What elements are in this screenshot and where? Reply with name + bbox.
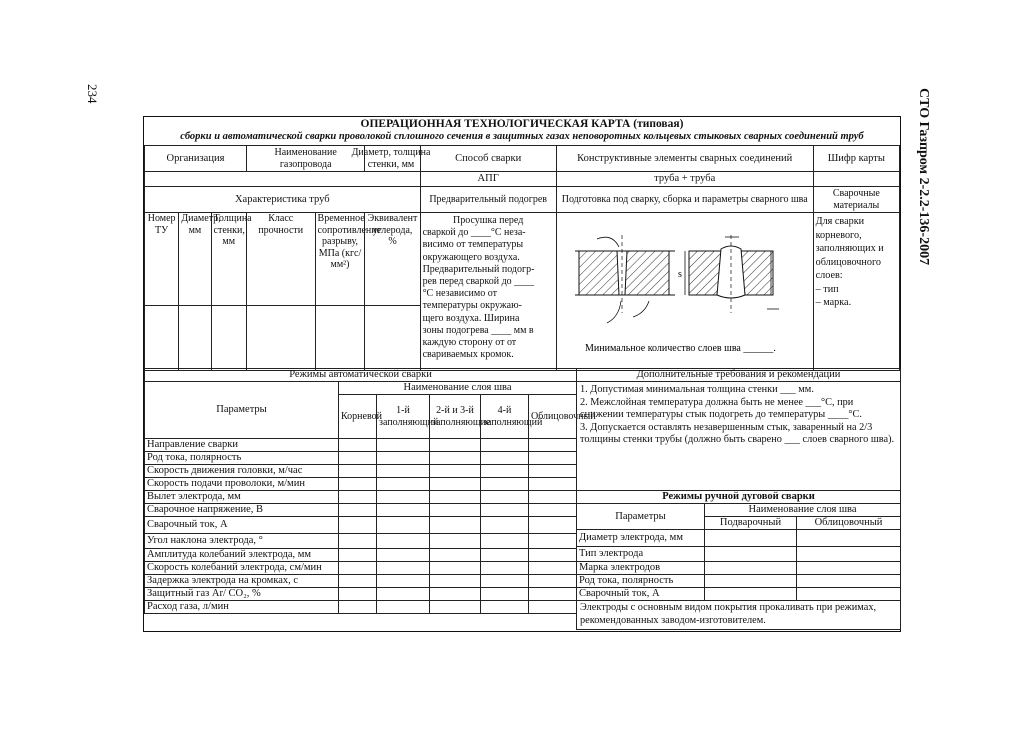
groove-diagram-cell bbox=[556, 213, 813, 371]
auto-row: Скорость движения головки, м/час bbox=[145, 465, 339, 478]
additional-heading: Дополнительные требования и рекомендации bbox=[577, 369, 901, 382]
method-value: АПГ bbox=[420, 172, 556, 187]
preparation-heading: Подготовка под сварку, сборка и параметры сварного шва bbox=[556, 187, 813, 213]
manual-row: Род тока, полярность bbox=[577, 575, 705, 588]
header-organization: Организация bbox=[145, 146, 247, 172]
additional-notes bbox=[577, 382, 901, 491]
header-diameter-label: Диаметр, толщина стенки, мм bbox=[351, 147, 431, 170]
additional-item-2: 2. Межслойная температура должна быть не менее ___°С, при снижении температуры стык подогреть до температуры ____°С. bbox=[580, 396, 862, 420]
groove-diagram bbox=[557, 213, 802, 363]
col-strength-class: Класс прочности bbox=[246, 213, 315, 306]
additional-item-3: 3. Допускается оставлять незавершенным стык, заваренный на 2/3 толщины стенки трубы (должно быть сварено ___ слоев сварного шва). bbox=[580, 421, 895, 445]
additional-item-1: 1. Допустимая минимальная толщина стенки ___ мм. bbox=[580, 384, 814, 395]
auto-layer-root: Корневой bbox=[339, 395, 377, 439]
auto-modes-heading: Режимы автоматической сварки bbox=[145, 369, 577, 382]
header-card-code: Шифр карты bbox=[813, 146, 899, 172]
card-code-value bbox=[813, 172, 899, 187]
manual-layer-backing: Подварочный bbox=[705, 517, 797, 530]
header-structural-elements: Конструктивные элементы сварных соединений bbox=[556, 146, 813, 172]
manual-params-label: Параметры bbox=[577, 504, 705, 530]
preheat-heading: Предварительный подогрев bbox=[420, 187, 556, 213]
preheat-text: Просушка перед сваркой до ____°С неза- висимо от температуры окружающего воздуха. Предварительный подогр- рев перед сваркой до ____ °С независимо от температуры окружаю- щего воздуха. Ширина зоны подогрева ____ мм в каждую сторону от от свариваемых кромок. bbox=[420, 213, 556, 371]
standard-code: СТО Газпром 2-2.2-136-2007 bbox=[916, 88, 931, 266]
auto-params-label: Параметры bbox=[145, 382, 339, 439]
materials-heading: Сварочные материалы bbox=[813, 187, 899, 213]
col-diameter: Диаметр, мм bbox=[179, 213, 211, 306]
card-subtitle: сборки и автоматической сварки проволокой сплошного сечения в защитных газах неповоротных кольцевых стыковых сварных соединений труб bbox=[180, 131, 864, 142]
pipe-value bbox=[179, 306, 211, 371]
col-tensile: Временное сопротивление разрыву, МПа (кгс/мм²) bbox=[315, 213, 365, 306]
card-title: ОПЕРАЦИОННАЯ ТЕХНОЛОГИЧЕСКАЯ КАРТА (типовая) bbox=[360, 118, 684, 130]
pipe-value bbox=[246, 306, 315, 371]
manual-modes-heading: Режимы ручной дуговой сварки bbox=[577, 491, 901, 504]
min-layers-label: Минимальное количество слоев шва ______. bbox=[584, 343, 776, 354]
pipe-value bbox=[211, 306, 246, 371]
auto-row: Расход газа, л/мин bbox=[145, 601, 339, 614]
col-tu-number: Номер ТУ bbox=[145, 213, 179, 306]
pipe-value bbox=[145, 306, 179, 371]
auto-row: Угол наклона электрода, ° bbox=[145, 534, 339, 549]
header-pipeline-name: Наименование газопровода bbox=[246, 146, 365, 172]
auto-layer-heading: Наименование слоя шва bbox=[339, 382, 577, 395]
auto-row: Сварочное напряжение, В bbox=[145, 504, 339, 517]
left-plate-a bbox=[579, 251, 619, 295]
manual-row: Диаметр электрода, мм bbox=[577, 530, 705, 547]
org-values-row bbox=[145, 172, 421, 187]
auto-layer-cap: Облицовочный bbox=[529, 395, 577, 439]
manual-modes-table bbox=[576, 490, 901, 630]
upper-table bbox=[144, 145, 900, 371]
manual-row: Сварочный ток, А bbox=[577, 588, 705, 601]
auto-row: Задержка электрода на кромках, с bbox=[145, 575, 339, 588]
s-label: s bbox=[677, 269, 682, 280]
header-welding-method: Способ сварки bbox=[420, 146, 556, 172]
pipe-value bbox=[315, 306, 365, 371]
manual-layer-heading: Наименование слоя шва bbox=[705, 504, 901, 517]
joint-type: труба + труба bbox=[556, 172, 813, 187]
page-number: 234 bbox=[85, 84, 100, 104]
left-plate-b bbox=[625, 251, 669, 295]
auto-modes-table bbox=[144, 368, 596, 614]
pipe-value bbox=[365, 306, 420, 371]
auto-row: Направление сварки bbox=[145, 439, 339, 452]
auto-row: Вылет электрода, мм bbox=[145, 491, 339, 504]
manual-footer-note: Электроды с основным видом покрытия прокаливать при режимах, рекомендованных заводом-изготовителем. bbox=[577, 601, 901, 630]
auto-row: Род тока, полярность bbox=[145, 452, 339, 465]
auto-layer-fill4: 4-й заполняющий bbox=[481, 395, 529, 439]
auto-row: Защитный газ Ar/ CO₂, % bbox=[145, 588, 339, 601]
auto-layer-fill1: 1-й заполняющий bbox=[377, 395, 430, 439]
auto-row: Скорость подачи проволоки, м/мин bbox=[145, 478, 339, 491]
materials-text: Для сварки корневого, заполняющих и облицовочного слоев: – тип – марка. bbox=[813, 213, 899, 371]
col-carbon: Эквивалент углерода, % bbox=[365, 213, 420, 306]
auto-row: Амплитуда колебаний электрода, мм bbox=[145, 549, 339, 562]
manual-row: Тип электрода bbox=[577, 547, 705, 562]
additional-table bbox=[576, 368, 901, 491]
manual-row: Марка электродов bbox=[577, 562, 705, 575]
auto-layer-fill23: 2-й и 3-й заполняющие bbox=[430, 395, 481, 439]
col-thickness: Толщина стенки, мм bbox=[211, 213, 246, 306]
manual-layer-cap: Облицовочный bbox=[797, 517, 901, 530]
auto-row: Сварочный ток, А bbox=[145, 517, 339, 534]
auto-row: Скорость колебаний электрода, см/мин bbox=[145, 562, 339, 575]
pipe-characteristics-heading: Характеристика труб bbox=[145, 187, 421, 213]
